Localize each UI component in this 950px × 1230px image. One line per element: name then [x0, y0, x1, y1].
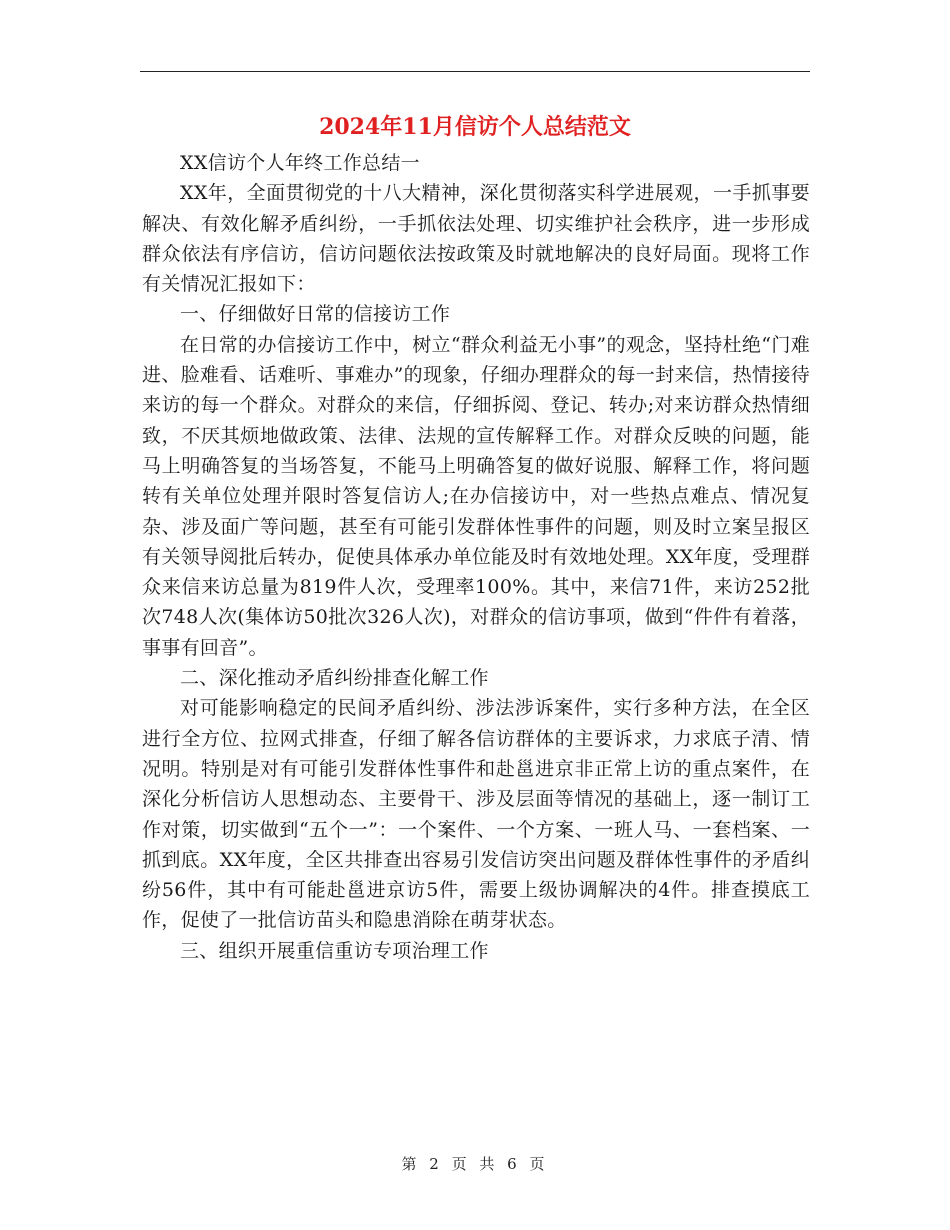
paragraph-intro: XX年，全面贯彻党的十八大精神，深化贯彻落实科学进展观，一手抓事要解决、有效化解矛盾纠纷，一手抓依法处理、切实维护社会秩序，进一步形成群众依法有序信访，信访问题依法按政策及时就地解决的良好局面。现将工作有关情况汇报如下：: [142, 182, 810, 296]
page-number-footer: 第 2 页 共 6 页: [401, 1155, 549, 1173]
paragraph-section-2: 对可能影响稳定的民间矛盾纠纷、涉法涉诉案件，实行多种方法，在全区进行全方位、拉网式排查，仔细了解各信访群体的主要诉求，力求底子清、情况明。特别是对有可能引发群体性事件和赴邕进京非正常上访的重点案件，在深化分析信访人思想动态、主要骨干、涉及层面等情况的基础上，逐一制订工作对策，切实做到“五个一”：一个案件、一个方案、一班人马、一套档案、一抓到底。XX年度，全区共排查出容易引发信访突出问题及群体性事件的矛盾纠纷56件，其中有可能赴邕进京访5件，需要上级协调解决的4件。排查摸底工作，促使了一批信访苗头和隐患消除在萌芽状态。: [142, 697, 810, 932]
section-heading-2: 二、深化推动矛盾纠纷排查化解工作: [180, 667, 489, 690]
section-heading-1: 一、仔细做好日常的信接访工作: [180, 303, 451, 326]
paragraph-section-1: 在日常的办信接访工作中，树立“群众利益无小事”的观念，坚持杜绝“门难进、脸难看、话难听、事难办”的现象，仔细办理群众的每一封来信，热情接待来访的每一个群众。对群众的来信，仔细拆阅、登记、转办;对来访群众热情细致，不厌其烦地做政策、法律、法规的宣传解释工作。对群众反映的问题，能马上明确答复的当场答复，不能马上明确答复的做好说服、解释工作，将问题转有关单位处理并限时答复信访人;在办信接访中，对一些热点难点、情况复杂、涉及面广等问题，甚至有可能引发群体性事件的问题，则及时立案呈报区有关领导阅批后转办，促使具体承办单位能及时有效地处理。XX年度，受理群众来信来访总量为819件人次，受理率100%。其中，来信71件，来访252批次748人次(集体访50批次326人次)，对群众的信访事项，做到“件件有着落，事事有回音”。: [142, 333, 810, 659]
document-title: 2024年11月信访个人总结范文: [319, 114, 631, 140]
paragraph-subtitle: XX信访个人年终工作总结一: [180, 152, 420, 174]
document-body: [142, 148, 810, 966]
section-heading-3: 三、组织开展重信重访专项治理工作: [180, 939, 489, 962]
header-rule: [140, 71, 810, 72]
